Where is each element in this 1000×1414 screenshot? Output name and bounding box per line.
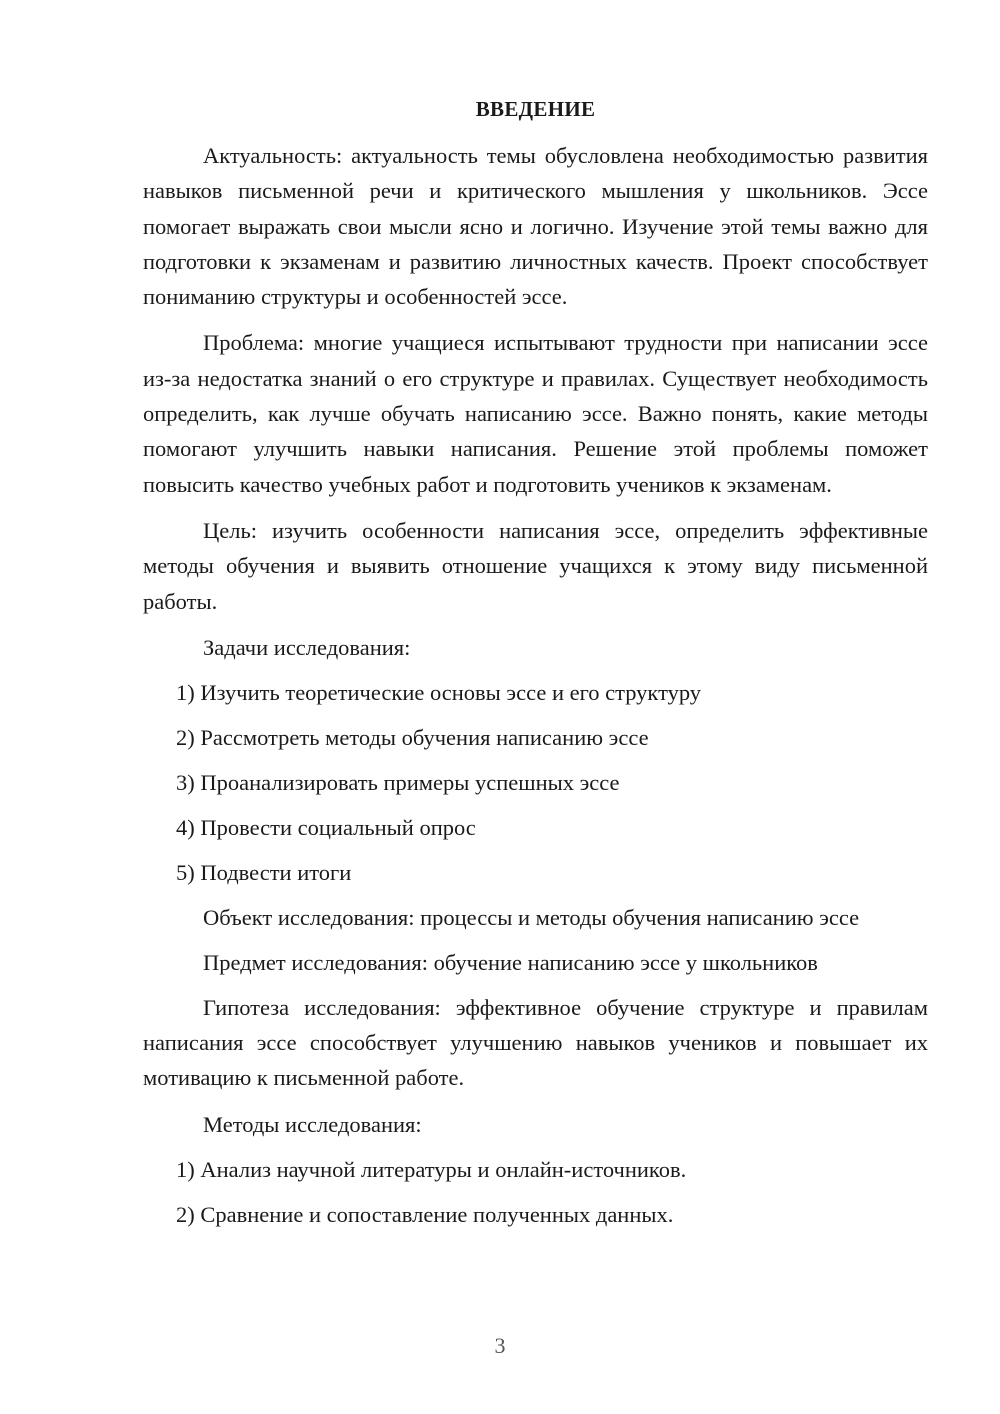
research-subject: Предмет исследования: обучение написанию эссе у школьников — [203, 949, 818, 975]
task-item: 5) Подвести итоги — [176, 859, 352, 885]
page-number: 3 — [494, 1333, 506, 1358]
task-item: 2) Рассмотреть методы обучения написанию эссе — [176, 724, 649, 750]
hypothesis-paragraph: Гипотеза исследования: эффективное обучение структуре и правилам написания эссе способствует улучшению навыков учеников и повышает их мотивацию к письменной работе. — [143, 994, 928, 1091]
methods-heading: Методы исследования: — [203, 1111, 422, 1137]
page-title: ВВЕДЕНИЕ — [475, 97, 596, 121]
relevance-paragraph: Актуальность: актуальность темы обусловлена необходимостью развития навыков письменной речи и критического мышления у школьников. Эссе помогает выражать свои мысли ясно и логично. Изучение этой темы важно для подготовки к экзаменам и развитию личностных качеств. Проект способствует пониманию структуры и особенностей эссе. — [143, 143, 928, 310]
document-page — [143, 92, 928, 1242]
tasks-heading: Задачи исследования: — [203, 634, 411, 660]
method-item: 2) Сравнение и сопоставление полученных данных. — [176, 1201, 674, 1227]
research-object: Объект исследования: процессы и методы обучения написанию эссе — [203, 904, 860, 930]
problem-paragraph: Проблема: многие учащиеся испытывают трудности при написании эссе из-за недостатка знаний о его структуре и правилах. Существует необходимость определить, как лучше обучать написанию эссе. Важно понять, какие методы помогают улучшить навыки написания. Решение этой проблемы поможет повысить качество учебных работ и подготовить учеников к экзаменам. — [143, 330, 928, 497]
task-item: 3) Проанализировать примеры успешных эссе — [176, 769, 620, 795]
method-item: 1) Анализ научной литературы и онлайн-источников. — [176, 1156, 687, 1182]
task-item: 4) Провести социальный опрос — [176, 814, 476, 840]
task-item: 1) Изучить теоретические основы эссе и его структуру — [176, 679, 702, 705]
goal-paragraph: Цель: изучить особенности написания эссе, определить эффективные методы обучения и выявить отношение учащихся к этому виду письменной работы. — [143, 517, 928, 614]
